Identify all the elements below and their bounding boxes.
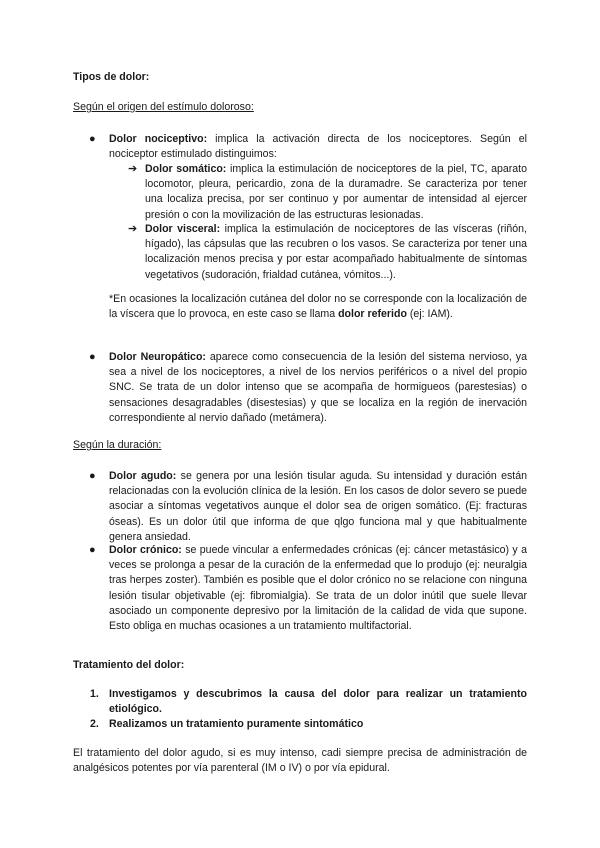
bullet-icon: ●: [89, 351, 96, 363]
list-item-nociceptivo: [109, 132, 527, 162]
text-agudo: se genera por una lesión tisular aguda. Su intensidad y duración están relacionadas con la evolución clínica de la lesión. En los casos de dolor severo se puede asociar a síntomas vegetativos aunque el dolor sea de origen somático. (Ej: fracturas óseas). Es un dolor útil que informa de que qlgo funciona mal y que habitualmente genera ansiedad.: [109, 470, 527, 543]
list-item-cronico: [109, 543, 527, 634]
closing-paragraph: El tratamiento del dolor agudo, si es muy intenso, cadi siempre precisa de administración de analgésicos potentes por vía parenteral (IM o IV) o por vía epidural.: [73, 747, 527, 775]
term-dolor-referido: dolor referido: [338, 308, 407, 321]
numbered-item-2: Realizamos un tratamiento puramente sintomático: [109, 718, 364, 730]
list-item-agudo: [109, 469, 527, 545]
term-nociceptivo: Dolor nociceptivo:: [109, 133, 208, 145]
note-dolor-referido: [109, 292, 527, 322]
bullet-icon: ●: [89, 544, 96, 556]
text-neuropatico: aparece como consecuencia de la lesión del sistema nervioso, ya sea a nivel de los nociceptores, a nivel de los nervios periféricos o a nivel del propio SNC. Se trata de un dolor intenso que se acompaña de hormigueos (parestesias) o sensaciones desagradables (disestesias) y que se localiza en la región de inervación correspondiente al nervio dañado (metámera).: [109, 351, 527, 424]
text-visceral: implica la estimulación de nociceptores de las vísceras (riñón, hígado), las cápsulas que las recubren o los vasos. Se caracteriza por tener una localización menos precisa y por estar acompañado habitualmente de síntomas vegetativos (sudoración, frialdad cutánea, vómitos...).: [145, 223, 527, 281]
sub-item-somatico: [145, 162, 527, 223]
bullet-icon: ●: [89, 133, 96, 145]
text-cronico: se puede vincular a enfermedades crónicas (ej: cáncer metastásico) y a veces se prolonga a pesar de la curación de la enfermedad que lo produjo (ej: neuralgia tras herpes zoster). También es posible que el dolor crónico no se relacione con ninguna lesión tisular objetivable (ej: fibromialgia). Se trata de un dolor inútil que suele llevar asociado un componente depresivo por la limitación de la calidad de vida que supone. Esto obliga en muchas ocasiones a un tratamiento multifactorial.: [109, 544, 527, 633]
list-item-neuropatico: [109, 350, 527, 426]
page-title: Tipos de dolor:: [73, 71, 150, 83]
note-post: (ej: IAM).: [406, 308, 453, 321]
section-heading-duracion: Según la duración:: [73, 439, 162, 451]
sub-item-visceral: [145, 222, 527, 283]
term-somatico: Dolor somático:: [145, 163, 227, 175]
arrow-icon: ➔: [128, 223, 138, 235]
list-number: 2.: [90, 718, 99, 730]
text-nociceptivo: implica la activación directa de los nociceptores. Según el nociceptor estimulado distinguimos:: [109, 133, 527, 161]
term-cronico: Dolor crónico:: [109, 544, 182, 556]
section-heading-origen: Según el origen del estímulo doloroso:: [73, 101, 254, 113]
term-neuropatico: Dolor Neuropático:: [109, 351, 206, 363]
note-pre: *En ocasiones la localización cutánea del dolor no se corresponde con la localización de la víscera que lo provoca, en este caso se llama: [109, 293, 527, 321]
numbered-item-1: Investigamos y descubrimos la causa del dolor para realizar un tratamiento etiológico.: [109, 688, 527, 716]
arrow-icon: ➔: [128, 163, 138, 175]
term-visceral: Dolor visceral:: [145, 223, 221, 235]
term-agudo: Dolor agudo:: [109, 470, 177, 482]
text-somatico: implica la estimulación de nociceptores de la piel, TC, aparato locomotor, pleura, pericardio, zona de la duramadre. Se caracteriza por tener una localiza precisa, por ser continuo y por aumentar de intensidad al ejercer presión o con la movilización de las estructuras lesionadas.: [145, 163, 528, 221]
section-heading-tratamiento: Tratamiento del dolor:: [73, 659, 185, 671]
bullet-icon: ●: [89, 470, 96, 482]
list-number: 1.: [90, 688, 99, 700]
